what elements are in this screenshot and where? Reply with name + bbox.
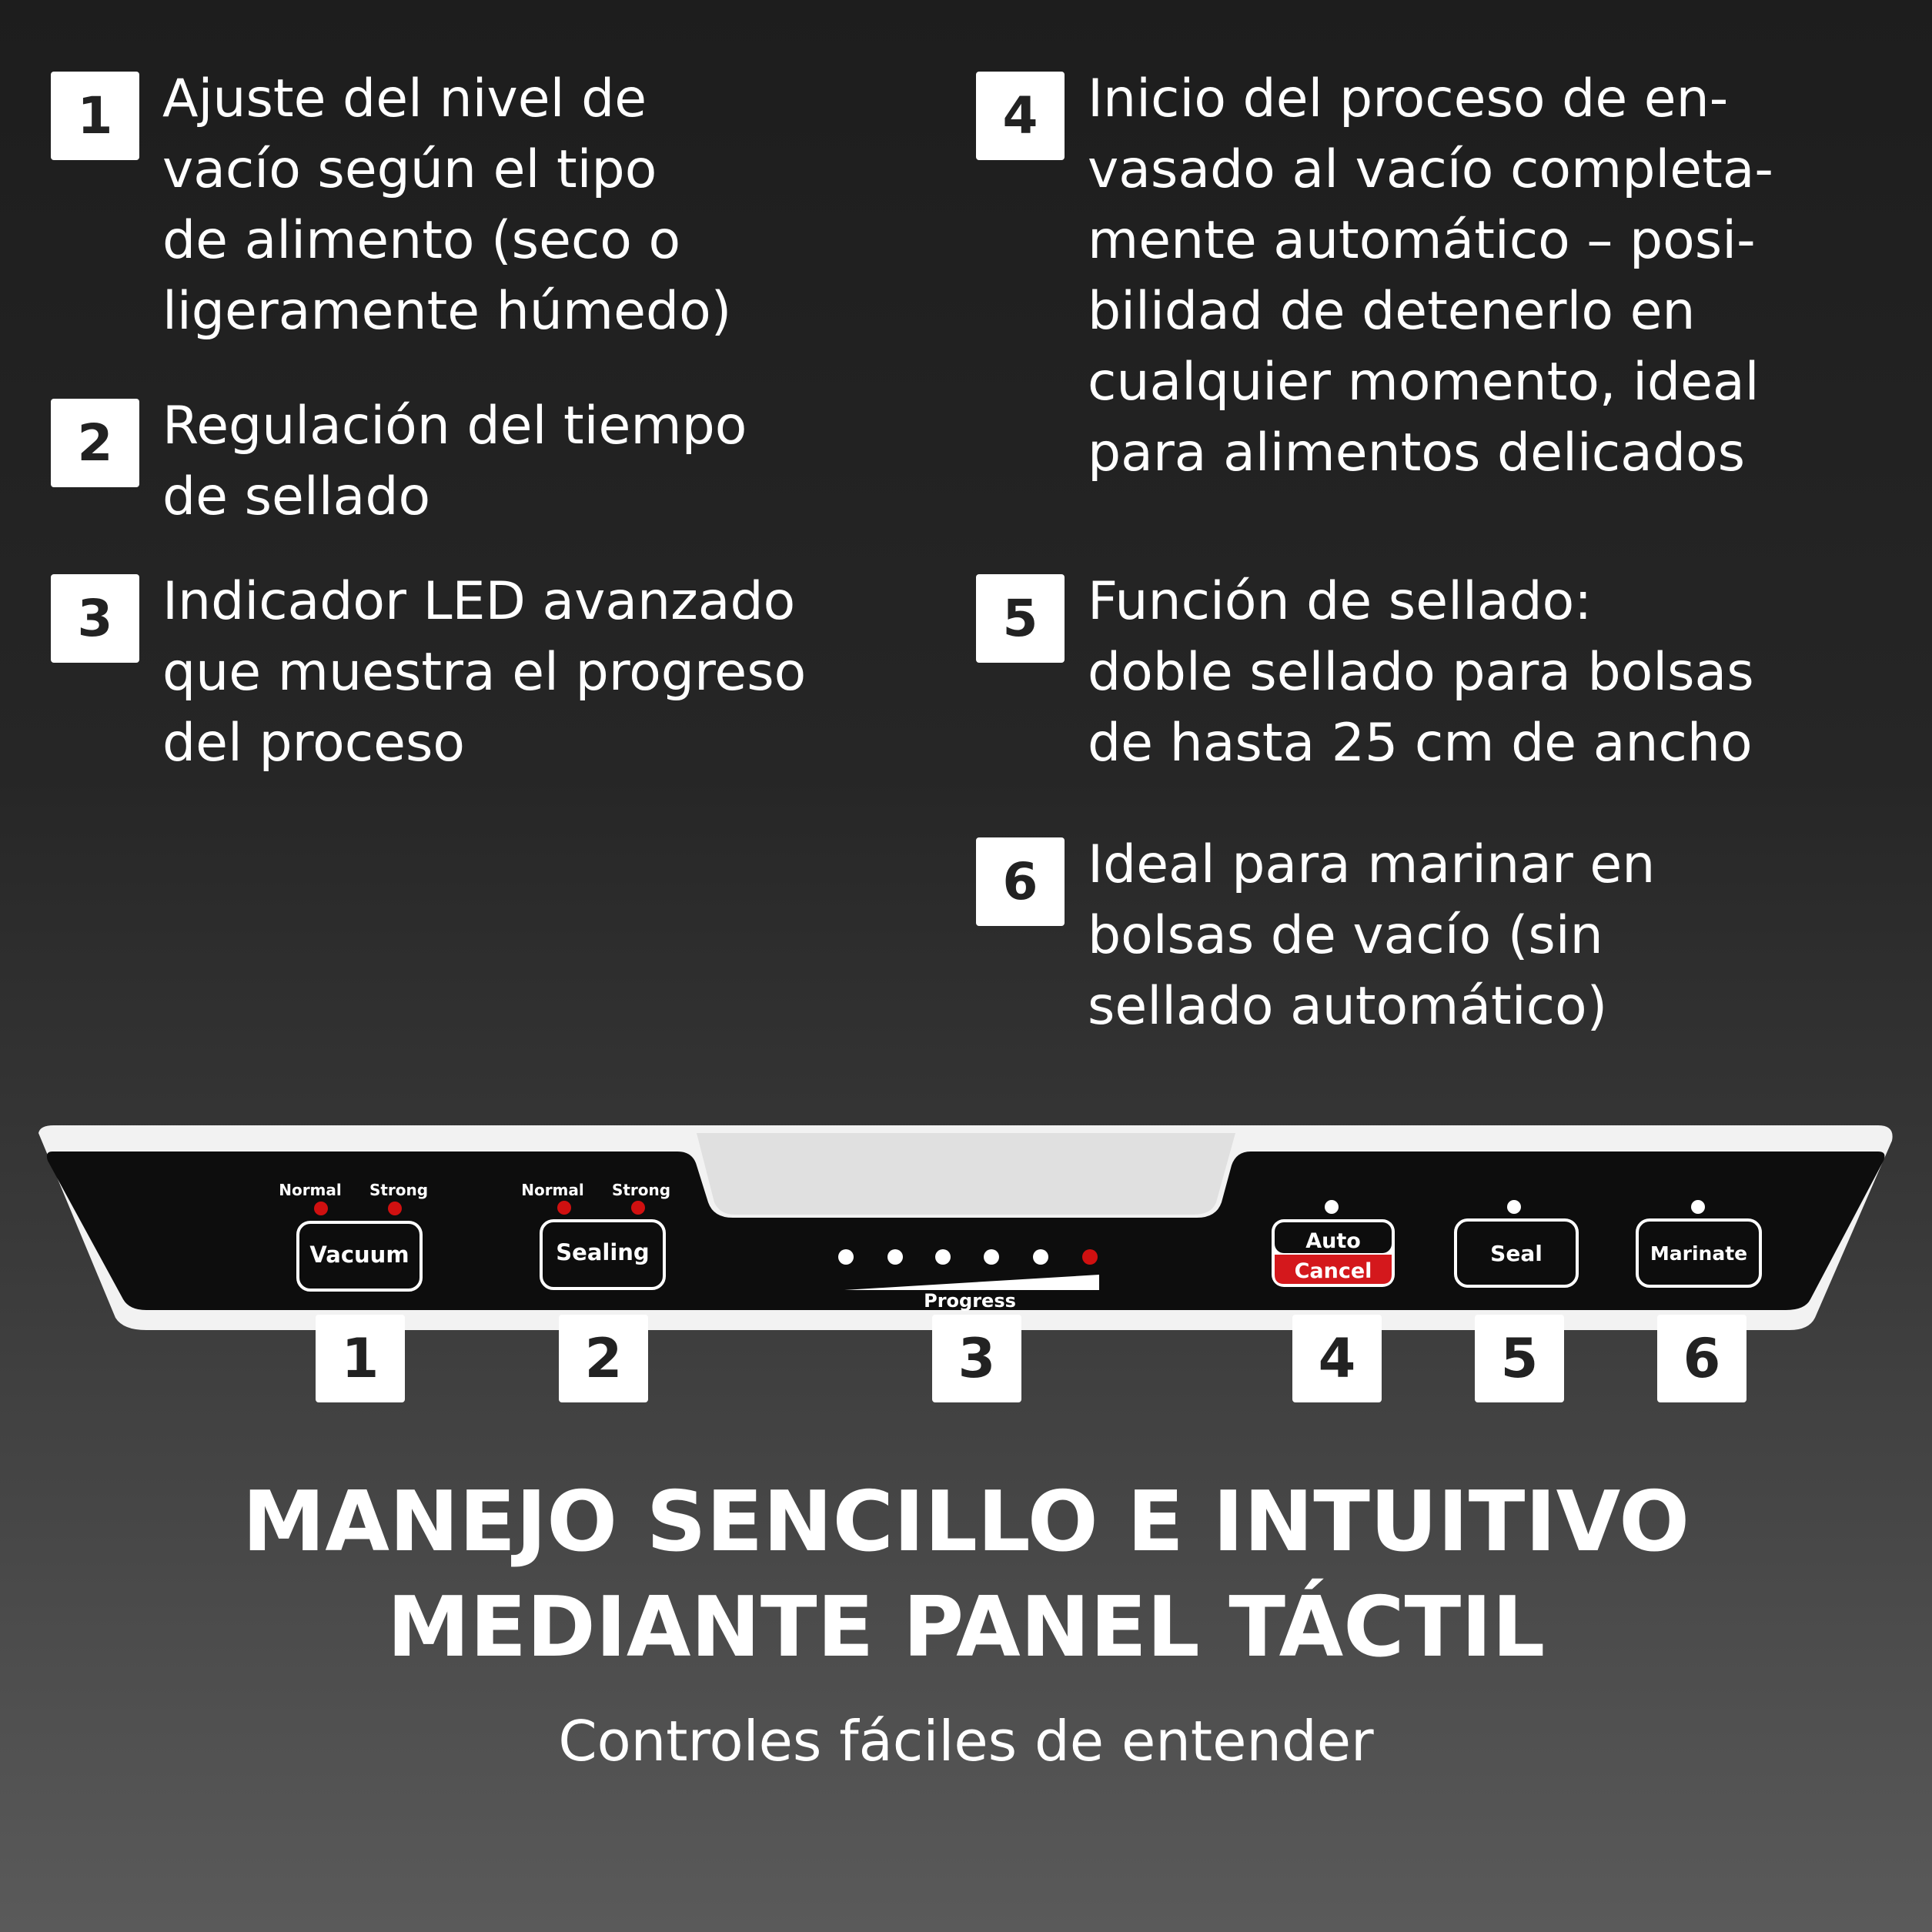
progress-label: Progress	[924, 1290, 1016, 1312]
progress-led-1	[838, 1249, 854, 1265]
control-panel	[0, 1116, 1932, 1339]
feature-text: Función de sellado: doble sellado para bolsas de hasta 25 cm de ancho	[1088, 571, 1754, 774]
cancel-label: Cancel	[1294, 1259, 1372, 1283]
sealing-normal-led	[557, 1201, 571, 1215]
auto-label: Auto	[1305, 1229, 1361, 1253]
auto-cancel-button[interactable]	[1272, 1219, 1395, 1287]
callout-3: 3	[932, 1315, 1021, 1402]
feature-number: 5	[976, 574, 1065, 663]
callout-1: 1	[316, 1315, 405, 1402]
feature-3	[51, 571, 807, 779]
callout-6: 6	[1657, 1315, 1746, 1402]
sealing-strong-label: Strong	[611, 1181, 671, 1199]
progress-led-4	[984, 1249, 999, 1265]
feature-6	[976, 834, 1656, 1042]
feature-text: Indicador LED avanzado que muestra el progreso del proceso	[162, 571, 807, 774]
feature-1	[51, 69, 732, 347]
vacuum-strong-led	[388, 1202, 402, 1215]
vacuum-button-label: Vacuum	[309, 1242, 409, 1268]
feature-text: Ajuste del nivel de vacío según el tipo de alimento (seco o ligeramente húmedo)	[162, 69, 732, 342]
vacuum-normal-led	[314, 1202, 328, 1215]
marinate-button-label: Marinate	[1650, 1242, 1748, 1265]
feature-number: 6	[976, 837, 1065, 926]
sealing-normal-label: Normal	[521, 1181, 584, 1199]
feature-number: 1	[51, 72, 139, 160]
feature-5	[976, 571, 1754, 779]
feature-number: 2	[51, 399, 139, 487]
callout-2: 2	[559, 1315, 648, 1402]
heading-line-1: MANEJO SENCILLO E INTUITIVO	[242, 1474, 1690, 1570]
progress-led-3	[935, 1249, 951, 1265]
callout-5: 5	[1475, 1315, 1564, 1402]
feature-text: Ideal para marinar en bolsas de vacío (sin sellado automático)	[1088, 834, 1656, 1037]
marinate-led	[1691, 1200, 1705, 1214]
feature-text: Inicio del proceso de en- vasado al vacío completa- mente automático – posi- bilidad de detenerlo en cualquier momento, ideal para alimentos delicados	[1088, 69, 1773, 483]
seal-button-label: Seal	[1490, 1241, 1543, 1266]
progress-led-2	[887, 1249, 903, 1265]
progress-led-5	[1033, 1249, 1048, 1265]
feature-number: 4	[976, 72, 1065, 160]
panel-handle	[697, 1133, 1235, 1215]
vacuum-normal-label: Normal	[279, 1181, 342, 1199]
subheading: Controles fáciles de entender	[558, 1709, 1374, 1773]
feature-text: Regulación del tiempo de sellado	[162, 396, 747, 527]
progress-led-6	[1082, 1249, 1098, 1265]
feature-number: 3	[51, 574, 139, 663]
heading-line-2: MEDIANTE PANEL TÁCTIL	[386, 1579, 1546, 1676]
sealing-strong-led	[631, 1201, 645, 1215]
sealing-button-label: Sealing	[556, 1239, 650, 1265]
vacuum-strong-label: Strong	[369, 1181, 429, 1199]
auto-led	[1325, 1200, 1339, 1214]
feature-2	[51, 396, 747, 533]
feature-4	[976, 69, 1773, 489]
callout-4: 4	[1292, 1315, 1382, 1402]
seal-led	[1507, 1200, 1521, 1214]
